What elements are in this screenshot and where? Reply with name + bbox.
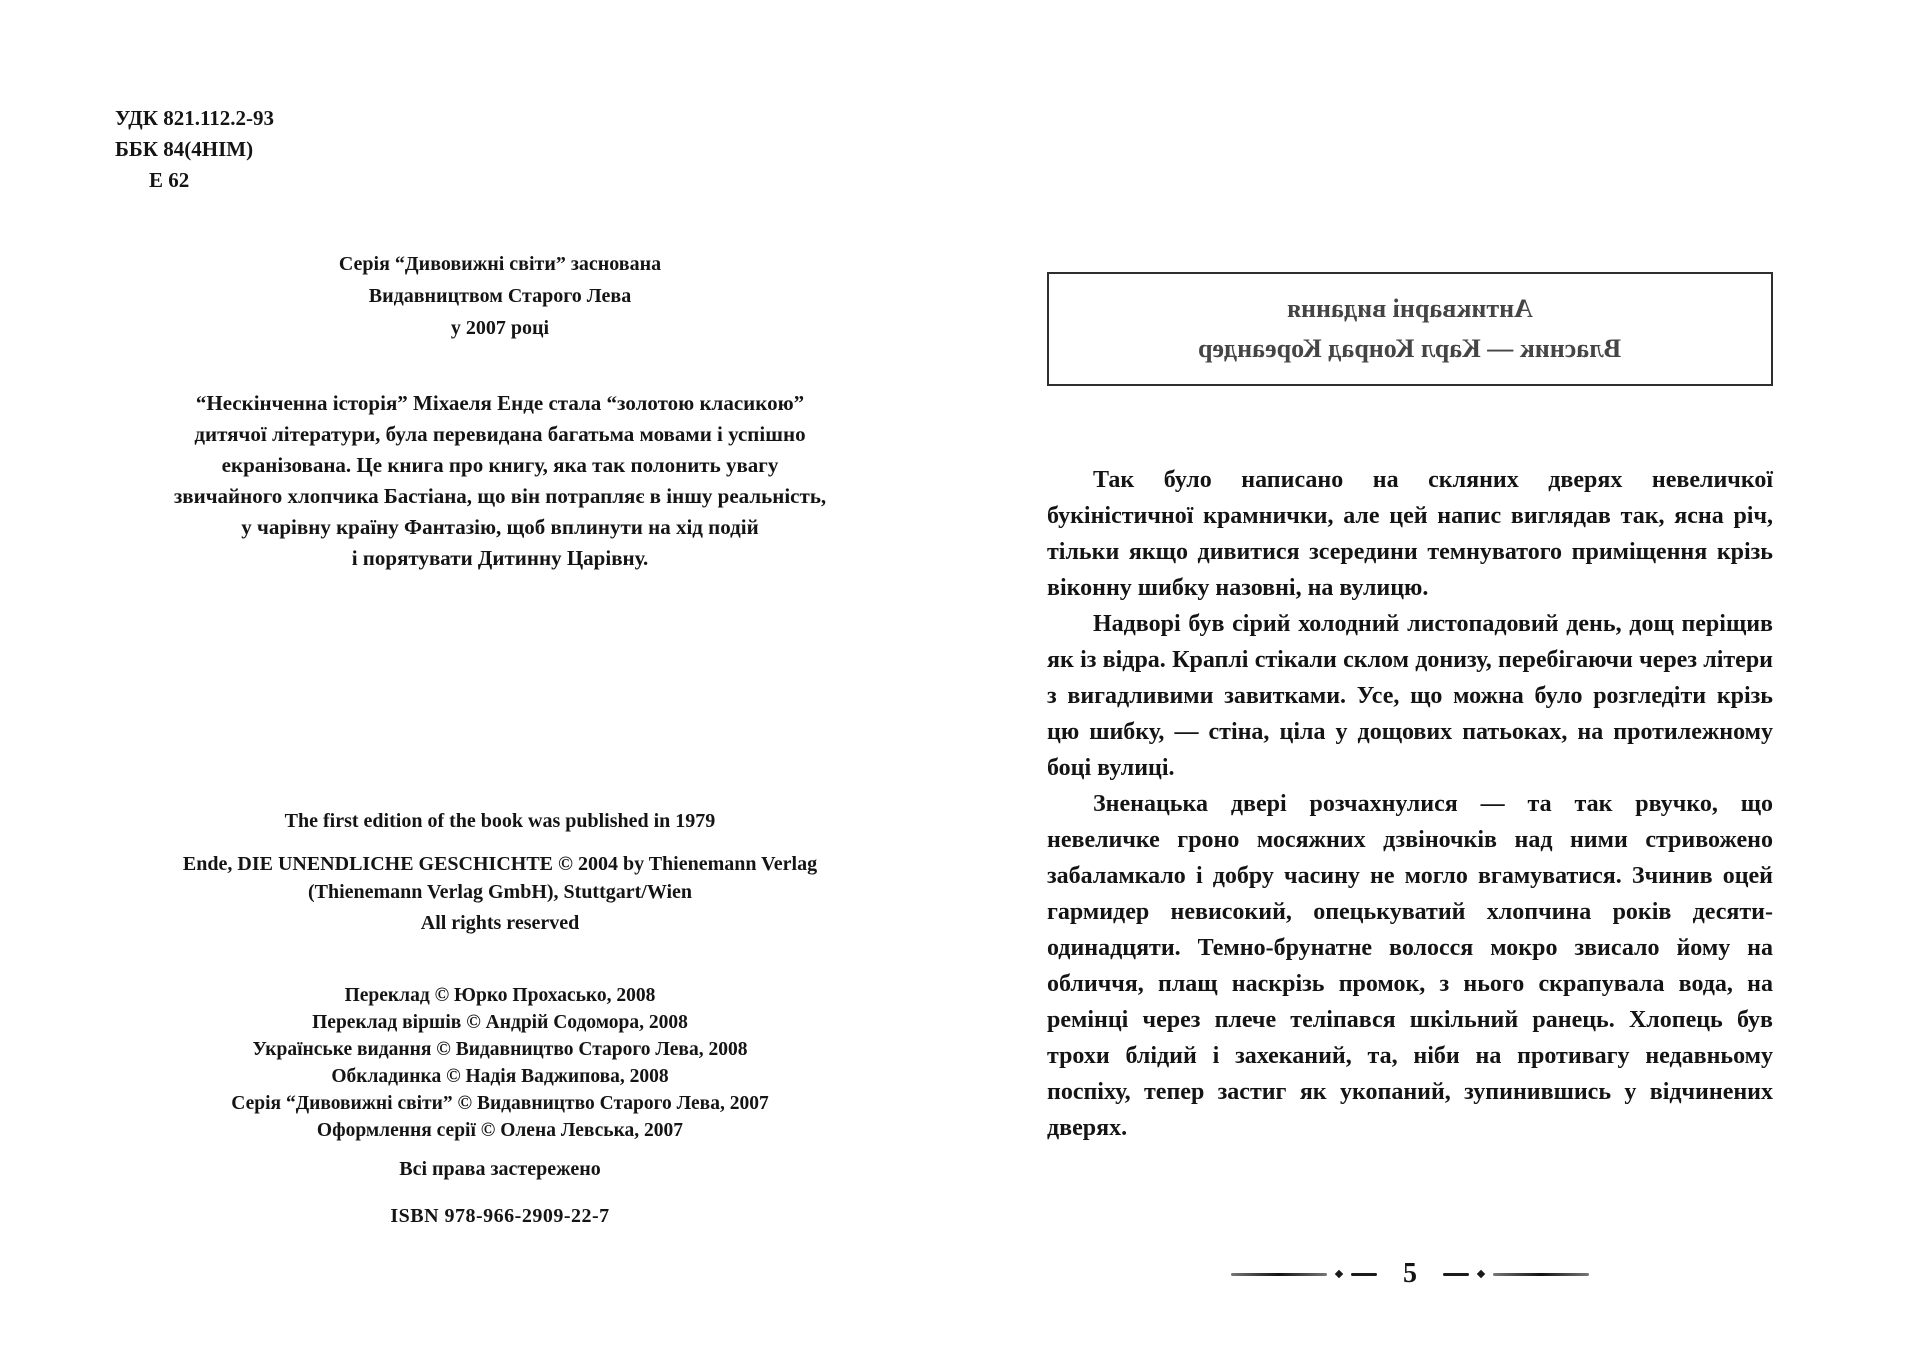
ornament-diamond [1335, 1270, 1343, 1278]
credit-line: Обкладинка © Надія Ваджипова, 2008 [331, 1066, 669, 1087]
annotation-line: у чарівну країну Фантазію, щоб вплинути на хід подій [241, 515, 759, 539]
book-annotation [100, 388, 900, 574]
copyright-page [0, 0, 900, 1370]
series-founded-line: Серія “Дивовижні світи” заснована [338, 253, 662, 275]
isbn: ISBN 978-966-2909-22-7 [390, 1205, 610, 1227]
edition-credits [100, 982, 900, 1144]
annotation-line: “Нескінченна історія” Міхаеля Енде стала “золотою класикою” [195, 391, 805, 415]
classification-codes [115, 103, 274, 196]
credit-line: Переклад © Юрко Прохасько, 2008 [344, 985, 656, 1006]
story-paragraph: Надворі був сірий холодний листопадовий день, дощ періщив як із відра. Краплі стікали склом донизу, перебігаючи через літери з вигадливими завитками. Усе, що можна було розгледіти крізь цю шибку, — стіна, ціла у дощових патьоках, на протилежному боці вулиці. [1047, 611, 1773, 781]
story-body [1047, 462, 1773, 1146]
annotation-line: і порятувати Дитинну Царівну. [351, 546, 649, 570]
credit-line: Переклад віршів © Андрій Содомора, 2008 [312, 1012, 688, 1033]
story-page [900, 0, 1920, 1370]
shop-sign-box [1047, 272, 1773, 386]
ornament-rule-short [1443, 1273, 1469, 1276]
all-rights-note: All rights reserved [420, 912, 580, 934]
rights-reserved-note: Всі права застережено [399, 1158, 601, 1180]
ornament-rule [1231, 1273, 1327, 1276]
credit-line: Серія “Дивовижні світи” © Видавництво Старого Лева, 2007 [231, 1093, 769, 1114]
series-founded-line: у 2007 році [450, 317, 550, 339]
annotation-line: екранізована. Це книга про книгу, яка так полонить увагу [221, 453, 779, 477]
story-paragraph: Зненацька двері розчахнулися — та так рвучко, що невеличке гроно мосяжних дзвіночків над ними стривожено забаламкало і добру часину не могло вгамуватися. Зчинив оцей гармидер невисокий, опецькуватий хлопчина років десяти-одинадцяти. Темно-брунатне волосся мокро звисало йому на обличчя, плащ наскрізь промок, з нього скрапувала вода, на ремінці через плече теліпався шкільний ранець. Хлопець був трохи блідий і захеканий, та, ніби на противагу недавньому поспіху, тепер застиг як укопаний, зупинившись у відчинених дверях. [1047, 791, 1773, 1141]
author-sign-code: Е 62 [149, 168, 190, 192]
original-copyright-line: (Thienemann Verlag GmbH), Stuttgart/Wien [307, 881, 693, 903]
story-paragraph: Так було написано на скляних дверях невеличкої букіністичної крамнички, але цей напис виглядав так, ясна річ, тільки якщо дивитися зсередини темнуватого приміщення крізь віконну шибку назовні, на вулицю. [1047, 467, 1773, 601]
shop-sign-line-1: Антикварні видання [1287, 294, 1533, 323]
footer-ornament-left-icon [1231, 1271, 1377, 1277]
shop-sign-line-2: Власник — Карл Конрад Кореандер [1198, 334, 1622, 363]
annotation-line: дитячої літератури, була перевидана багатьма мовами і успішно [194, 422, 806, 446]
ornament-rule-short [1351, 1273, 1377, 1276]
first-edition-note: The first edition of the book was published in 1979 [284, 810, 716, 832]
footer-ornament-right-icon [1443, 1271, 1589, 1277]
bbk-code: ББК 84(4НІМ) [115, 137, 254, 161]
ornament-rule [1493, 1273, 1589, 1276]
original-copyright [100, 850, 900, 906]
series-founded-note [100, 248, 900, 344]
series-founded-line: Видавництвом Старого Лева [368, 285, 632, 307]
page-number: 5 [1403, 1258, 1417, 1289]
udk-code: УДК 821.112.2-93 [115, 106, 275, 130]
annotation-line: звичайного хлопчика Бастіана, що він потрапляє в іншу реальність, [173, 484, 827, 508]
credit-line: Оформлення серії © Олена Левська, 2007 [316, 1120, 684, 1141]
credit-line: Українське видання © Видавництво Старого Лева, 2008 [252, 1039, 748, 1060]
original-copyright-line: Ende, DIE UNENDLICHE GESCHICHTE © 2004 by Thienemann Verlag [182, 853, 818, 875]
page-footer [1047, 1258, 1773, 1290]
ornament-diamond [1477, 1270, 1485, 1278]
